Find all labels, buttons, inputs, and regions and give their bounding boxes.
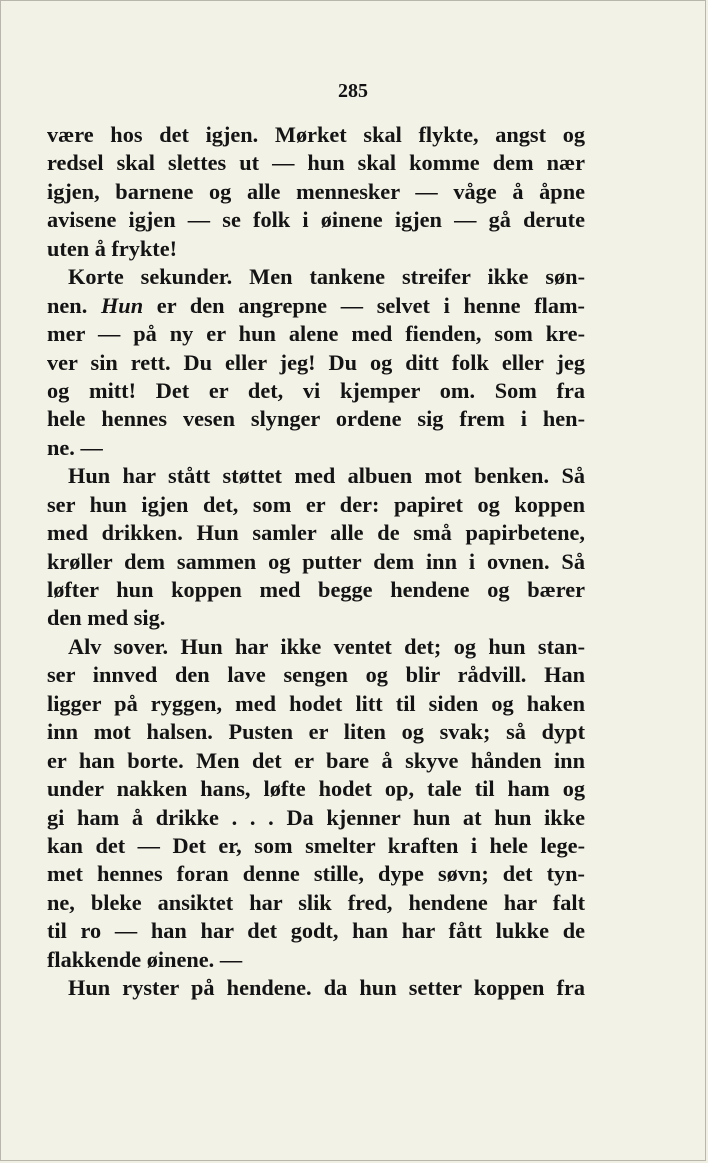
text-line: uten å frykte!: [47, 235, 178, 261]
text-line: ser innved den lave sengen og blir rådvill. Han: [47, 662, 585, 688]
text-line: ser hun igjen det, som er der: papiret og koppen: [47, 491, 585, 517]
text-line: inn mot halsen. Pusten er liten og svak; så dypt: [47, 719, 585, 745]
text-line: ne. —: [47, 434, 103, 460]
text-line: [47, 292, 585, 320]
text-line: ligger på ryggen, med hodet litt til siden og haken: [47, 690, 585, 716]
text-line: krøller dem sammen og putter dem inn i ovnen. Så: [47, 548, 585, 574]
text-line: igjen, barnene og alle mennesker — våge å åpne: [47, 178, 585, 204]
text-line: ne, bleke ansiktet har slik fred, hendene har falt: [47, 889, 585, 915]
text-line: flakkende øinene. —: [47, 946, 243, 972]
text-line: med drikken. Hun samler alle de små papirbetene,: [47, 520, 585, 546]
text-line: er han borte. Men det er bare å skyve hånden inn: [47, 747, 585, 773]
text-line: og mitt! Det er det, vi kjemper om. Som fra: [47, 377, 585, 403]
page-number: 285: [338, 80, 368, 102]
text-line: løfter hun koppen med begge hendene og bærer: [47, 577, 585, 602]
text-line: kan det — Det er, som smelter kraften i hele lege-: [47, 832, 585, 858]
text-line: være hos det igjen. Mørket skal flykte, angst og: [47, 122, 585, 147]
text-line: avisene igjen — se folk i øinene igjen — gå derute: [47, 207, 585, 233]
text-line: Hun har stått støttet med albuen mot benken. Så: [68, 463, 585, 489]
text-line: til ro — han har det godt, han har fått lukke de: [47, 918, 585, 944]
text-line: hele hennes vesen slynger ordene sig frem i hen-: [47, 406, 585, 432]
text-line: Korte sekunder. Men tankene streifer ikke søn-: [68, 264, 585, 290]
text-line: Hun ryster på hendene. da hun setter koppen fra: [68, 975, 585, 1001]
text-line: redsel skal slettes ut — hun skal komme dem nær: [47, 150, 585, 176]
text-line: mer — på ny er hun alene med fienden, som kre-: [47, 321, 585, 347]
text-line: Alv sover. Hun har ikke ventet det; og hun stan-: [68, 633, 585, 659]
emphasized-word: Hun: [100, 292, 144, 318]
body-text: [47, 121, 585, 1003]
text-line: den med sig.: [47, 605, 166, 631]
text-line: under nakken hans, løfte hodet op, tale til ham og: [47, 776, 585, 802]
text-line: ver sin rett. Du eller jeg! Du og ditt folk eller jeg: [47, 349, 585, 375]
text-segment: nen.: [47, 292, 101, 318]
text-segment: er den angrepne — selvet i henne flam-: [143, 292, 585, 318]
text-line: gi ham å drikke . . . Da kjenner hun at hun ikke: [47, 804, 585, 830]
text-line: met hennes foran denne stille, dype søvn; det tyn-: [47, 861, 585, 887]
